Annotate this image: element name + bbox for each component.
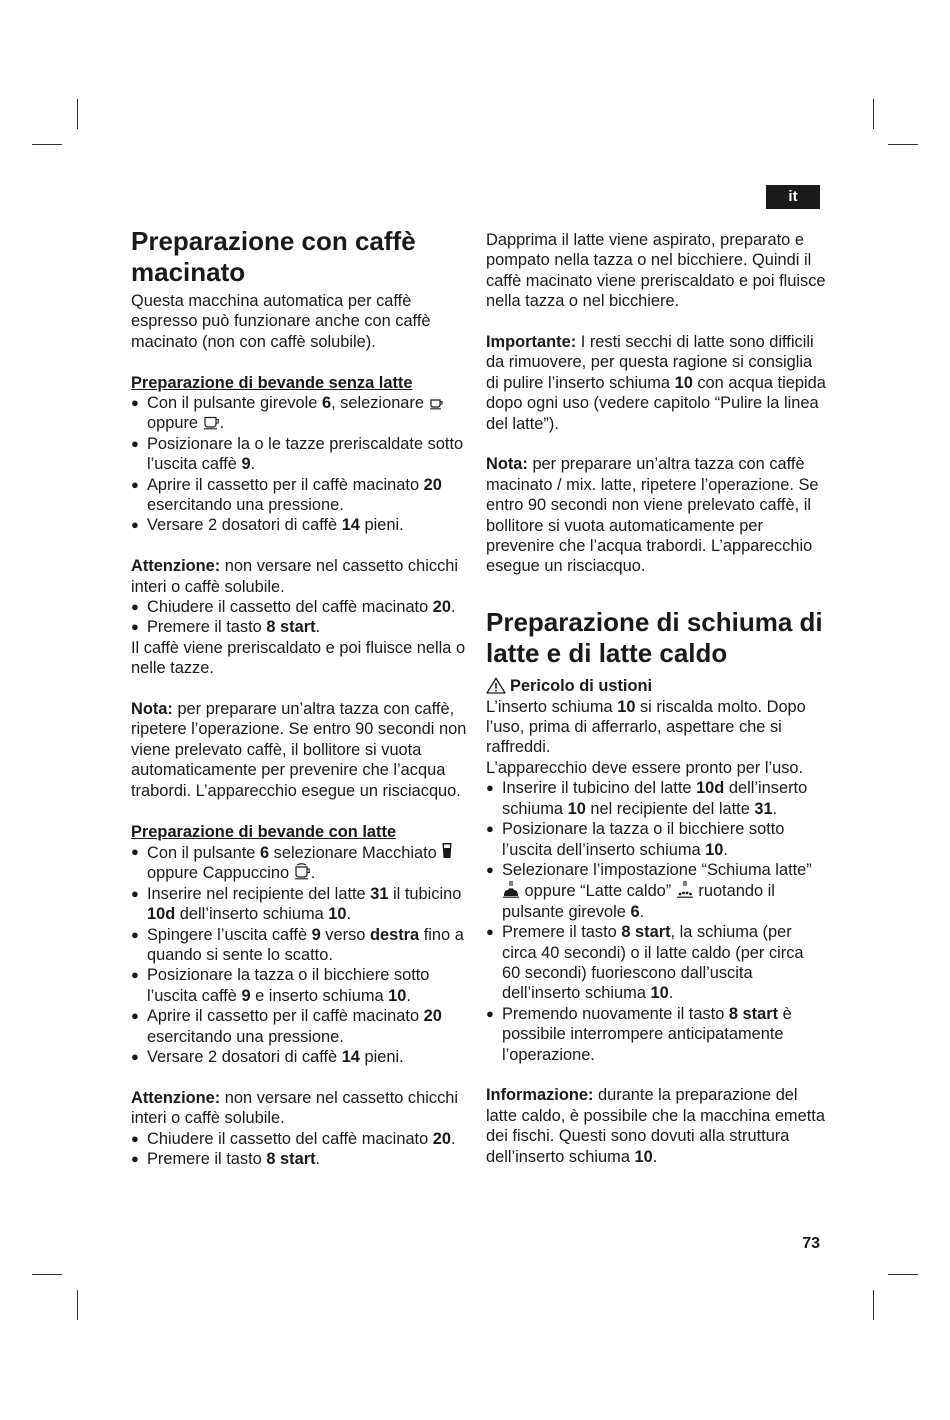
macchiato-glass-icon xyxy=(441,842,453,860)
right-column xyxy=(486,230,826,1167)
list-item: ● Premere il tasto 8 start. xyxy=(131,617,471,637)
list-item: ● Aprire il cassetto per il caffè macinato 20 esercitando una pressione. xyxy=(131,1006,471,1047)
milk-foam-icon xyxy=(502,880,520,898)
note-paragraph: Nota: per preparare un’altra tazza con caffè, ripetere l’operazione. Se entro 90 secondi non viene prelevato caffè, il bollitore si vuota automaticamente per prevenire che l’acqua trabordi. L’apparecchio esegue un risciacquo. xyxy=(131,700,467,800)
espresso-cup-icon xyxy=(429,398,444,410)
list-item: ● Posizionare la o le tazze preriscaldate sotto l’uscita caffè 9. xyxy=(131,434,471,475)
ready-text: L’apparecchio deve essere pronto per l’uso. xyxy=(486,758,804,777)
result-paragraph: Il caffè viene preriscaldato e poi fluisce nella o nelle tazze. xyxy=(131,638,466,678)
crop-mark xyxy=(873,99,874,129)
list-item: ● Chiudere il cassetto del caffè macinato 20. xyxy=(131,1129,471,1149)
coffee-cup-icon xyxy=(203,416,220,430)
warning-heading: Pericolo di ustioni xyxy=(486,676,826,696)
left-column xyxy=(131,226,471,1169)
steps-list xyxy=(131,842,471,1067)
section-title: Preparazione di schiuma di latte e di latte caldo xyxy=(486,607,823,669)
crop-mark xyxy=(873,1290,874,1320)
list-item: ● Versare 2 dosatori di caffè 14 pieni. xyxy=(131,1047,471,1067)
cappuccino-cup-icon xyxy=(294,863,311,880)
subheading-without-milk: Preparazione di bevande senza latte xyxy=(131,373,413,392)
list-item: ● Con il pulsante girevole 6, selezionare oppure . xyxy=(131,393,471,434)
list-item: ● Aprire il cassetto per il caffè macinato 20 esercitando una pressione. xyxy=(131,475,471,516)
section-title: Preparazione con caffè macinato xyxy=(131,226,416,287)
crop-mark xyxy=(32,144,62,145)
page-number: 73 xyxy=(802,1235,820,1252)
list-item: ● Con il pulsante 6 selezionare Macchiato oppure Cappuccino . xyxy=(131,842,471,884)
steps-list xyxy=(486,778,826,1065)
list-item: ● Posizionare la tazza o il bicchiere sotto l’uscita caffè 9 e inserto schiuma 10. xyxy=(131,965,471,1006)
important-paragraph: Importante: I resti secchi di latte sono difficili da rimuovere, per questa ragione si consiglia di pulire l’inserto schiuma 10 con acqua tiepida dopo ogni uso (vedere capitolo “Pulire la linea del latte”). xyxy=(486,333,826,433)
steps-list xyxy=(131,1129,471,1170)
crop-mark xyxy=(77,99,78,129)
crop-mark xyxy=(32,1274,62,1275)
list-item: ● Inserire nel recipiente del latte 31 il tubicino 10d dell’inserto schiuma 10. xyxy=(131,884,471,925)
attention-paragraph: Attenzione: non versare nel cassetto chicchi interi o caffè solubile. xyxy=(131,1088,459,1128)
list-item: ● Posizionare la tazza o il bicchiere sotto l’uscita dell’inserto schiuma 10. xyxy=(486,819,826,860)
list-item: ● Premendo nuovamente il tasto 8 start è possibile interrompere anticipatamente l’operazione. xyxy=(486,1004,826,1065)
list-item: ● Premere il tasto 8 start. xyxy=(131,1149,471,1169)
list-item: ● Inserire il tubicino del latte 10d dell’inserto schiuma 10 nel recipiente del latte 31. xyxy=(486,778,826,819)
crop-mark xyxy=(77,1290,78,1320)
list-item: ● Chiudere il cassetto del caffè macinato 20. xyxy=(131,597,471,617)
crop-mark xyxy=(888,144,918,145)
note-paragraph: Nota: per preparare un’altra tazza con caffè macinato / mix. latte, ripetere l’operazione. Se entro 90 secondi non viene prelevato caffè, il bollitore si vuota automaticamente per prevenire che l’acqua trabordi. L’apparecchio esegue un risciacquo. xyxy=(486,455,819,576)
intro-paragraph: Questa macchina automatica per caffè espresso può funzionare anche con caffè macinato (non con caffè solubile). xyxy=(131,292,431,351)
hot-milk-icon xyxy=(676,880,694,898)
language-tab: it xyxy=(766,185,820,209)
attention-paragraph: Attenzione: non versare nel cassetto chicchi interi o caffè solubile. xyxy=(131,557,459,596)
list-item: ● Spingere l’uscita caffè 9 verso destra fino a quando si sente lo scatto. xyxy=(131,925,471,966)
steps-list xyxy=(131,597,471,638)
list-item: ● Selezionare l’impostazione “Schiuma latte” oppure “Latte caldo” ruotando il pulsante girevole 6. xyxy=(486,860,826,922)
intro-paragraph: Dapprima il latte viene aspirato, preparato e pompato nella tazza o nel bicchiere. Quindi il caffè macinato viene preriscaldato e poi fluisce nella tazza o nel bicchiere. xyxy=(486,231,826,311)
info-paragraph: Informazione: durante la preparazione del latte caldo, è possibile che la macchina emetta dei fischi. Questi sono dovuti alla struttura dell’inserto schiuma 10. xyxy=(486,1086,825,1166)
warning-triangle-icon xyxy=(486,677,506,694)
crop-mark xyxy=(888,1274,918,1275)
list-item: ● Premere il tasto 8 start, la schiuma (per circa 40 secondi) o il latte caldo (per circa 60 secondi) fuoriescono dall’uscita dell’inserto schiuma 10. xyxy=(486,922,826,1004)
steps-list xyxy=(131,393,471,536)
warning-text: L’inserto schiuma 10 si riscalda molto. Dopo l’uso, prima di afferrarlo, aspettare che si raffreddi. xyxy=(486,697,806,757)
list-item: ● Versare 2 dosatori di caffè 14 pieni. xyxy=(131,515,471,535)
subheading-with-milk: Preparazione di bevande con latte xyxy=(131,822,397,841)
